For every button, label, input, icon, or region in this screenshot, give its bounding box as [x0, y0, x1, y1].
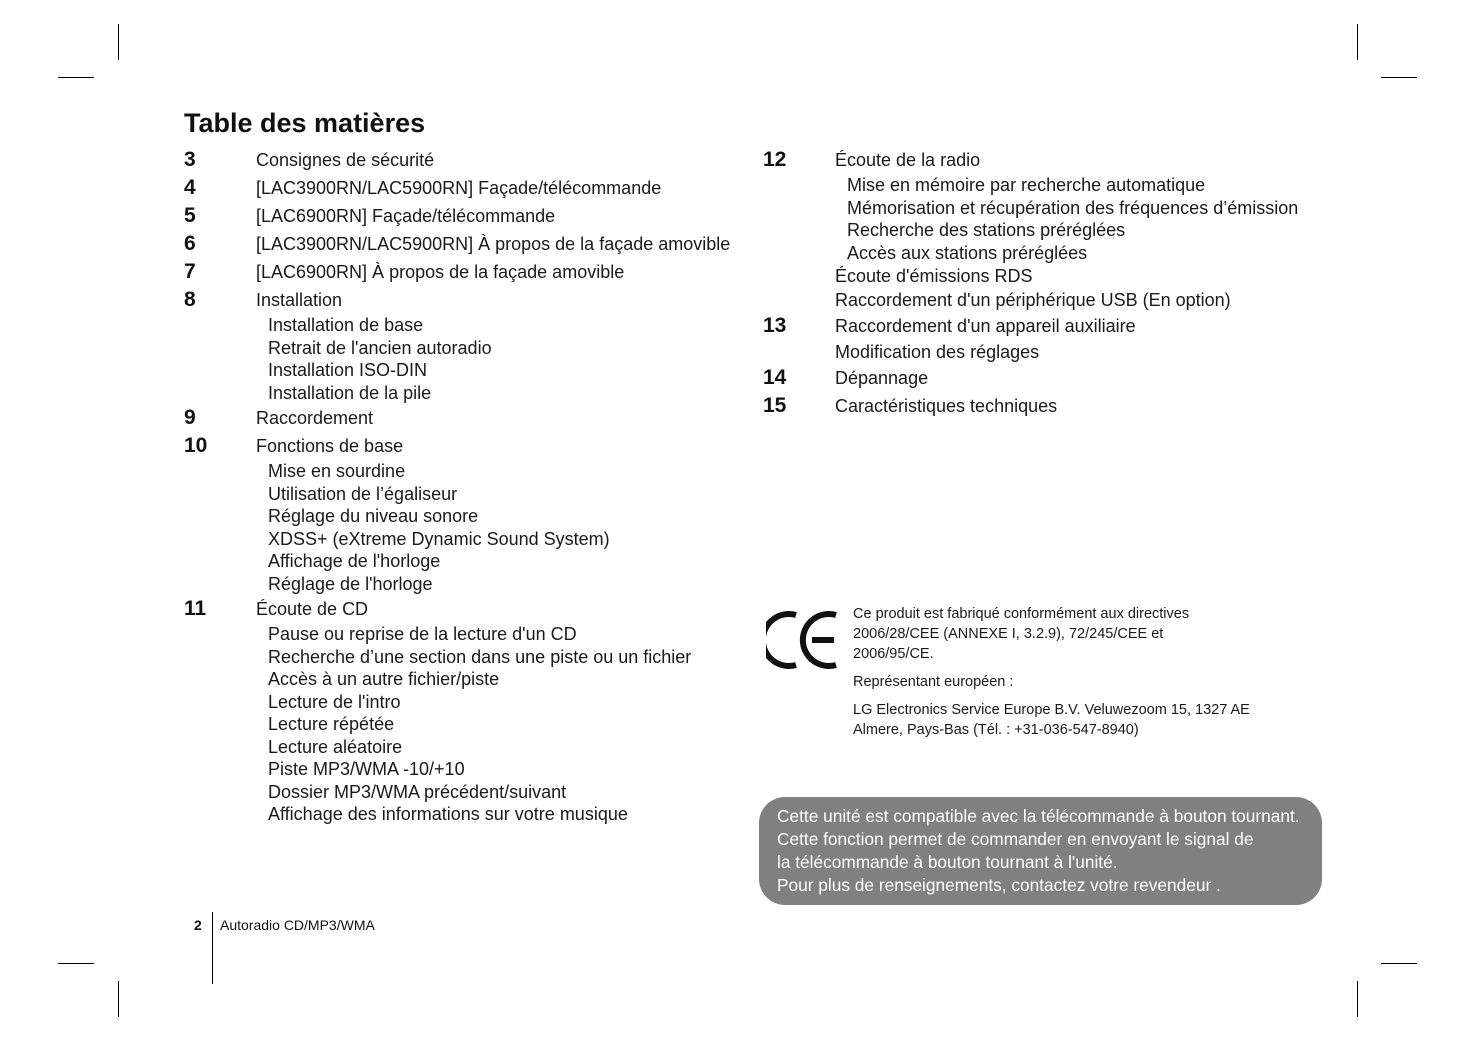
ce-representative-label: Représentant européen :	[853, 674, 1014, 690]
toc-section-title: Écoute de la radio	[835, 150, 981, 170]
toc-subsection: Accès aux stations préréglées	[847, 242, 1088, 263]
toc-page-number: 4	[184, 176, 196, 199]
ce-directive-text: Ce produit est fabriqué conformément aux directives 2006/28/CEE (ANNEXE I, 3.2.9), 72/245/CEE et 2006/95/CE.	[853, 606, 1190, 662]
toc-entry	[184, 202, 744, 230]
toc-entry	[184, 230, 744, 258]
crop-mark	[1381, 77, 1417, 78]
toc-section-title: Écoute de CD	[256, 599, 369, 619]
toc-subsection: Recherche des stations préréglées	[847, 220, 1126, 240]
toc-subsection: Affichage des informations sur votre musique	[268, 804, 628, 824]
crop-mark	[1357, 981, 1358, 1017]
toc-entry	[184, 146, 744, 174]
toc-section-title: Raccordement	[256, 408, 374, 428]
toc-page-number: 10	[184, 434, 208, 457]
notice-line: Pour plus de renseignements, contactez votre revendeur .	[777, 875, 1221, 895]
toc-entry	[763, 312, 1363, 364]
toc-subsection: Lecture répétée	[268, 714, 395, 734]
toc-subsection: Mémorisation et récupération des fréquences d’émission	[847, 197, 1299, 218]
toc-subsection: Retrait de l'ancien autoradio	[268, 337, 492, 358]
toc-page-number: 15	[763, 394, 787, 417]
toc-entry	[184, 258, 744, 286]
page-title: Table des matières	[184, 108, 426, 138]
toc-entry	[763, 364, 1363, 392]
toc-subsection: Pause ou reprise de la lecture d'un CD	[268, 624, 577, 644]
crop-mark	[118, 981, 119, 1017]
toc-subsection: Lecture de l'intro	[268, 691, 401, 712]
toc-section-title: [LAC6900RN] À propos de la façade amovible	[256, 262, 625, 282]
toc-entry	[184, 595, 744, 826]
notice-line: Cette fonction permet de commander en envoyant le signal de	[777, 829, 1254, 849]
toc-subsection: Mise en mémoire par recherche automatique	[847, 175, 1206, 195]
toc-section-title: Consignes de sécurité	[256, 150, 435, 170]
toc-page-number: 6	[184, 232, 196, 255]
toc-entry	[184, 174, 744, 202]
toc-subsection: Mise en sourdine	[268, 461, 406, 481]
crop-mark	[1357, 24, 1358, 60]
toc-entry	[184, 432, 744, 595]
toc-page-number: 14	[763, 366, 787, 389]
toc-section-title: Caractéristiques techniques	[835, 396, 1058, 416]
toc-subsection: Utilisation de l’égaliseur	[268, 483, 458, 504]
ce-representative-address: LG Electronics Service Europe B.V. Veluwezoom 15, 1327 AE Almere, Pays-Bas (Tél. : +31-036-547-8940)	[853, 702, 1250, 738]
toc-page-number: 8	[184, 288, 196, 311]
toc-entry	[763, 146, 1363, 312]
toc-section-title: [LAC6900RN] Façade/télécommande	[256, 206, 556, 226]
footer-label: Autoradio CD/MP3/WMA	[220, 917, 375, 933]
toc-section-title: Raccordement d'un appareil auxiliaire	[835, 316, 1136, 336]
toc-entry	[763, 392, 1363, 420]
footer-divider	[212, 912, 213, 984]
toc-page-number: 13	[763, 314, 787, 337]
toc-page-number: 9	[184, 406, 196, 429]
toc-right-column	[763, 146, 1363, 420]
toc-subsection: Réglage de l'horloge	[268, 573, 433, 594]
ce-mark-logo	[766, 610, 842, 670]
toc-page-number: 12	[763, 148, 787, 171]
toc-page-number: 3	[184, 148, 196, 171]
toc-section-title: Dépannage	[835, 368, 929, 388]
toc-section-title: Écoute d'émissions RDS	[835, 266, 1033, 286]
toc-subsection: Piste MP3/WMA -10/+10	[268, 759, 465, 779]
toc-section-title: Modification des réglages	[835, 342, 1040, 362]
toc-page-number: 5	[184, 204, 196, 227]
toc-page-number: 7	[184, 260, 196, 283]
toc-left-column	[184, 146, 744, 826]
toc-subsection: Affichage de l'horloge	[268, 551, 441, 571]
toc-subsection: Installation ISO-DIN	[268, 360, 428, 380]
toc-subsection: Recherche d’une section dans une piste ou un fichier	[268, 646, 692, 667]
toc-subsection: Lecture aléatoire	[268, 736, 403, 757]
toc-section-title: Fonctions de base	[256, 436, 404, 456]
crop-mark	[58, 963, 94, 964]
ce-conformity-notice	[766, 604, 1326, 748]
toc-page-number: 11	[184, 597, 207, 620]
toc-entry	[184, 286, 744, 404]
notice-line: Cette unité est compatible avec la télécommande à bouton tournant.	[777, 806, 1300, 826]
crop-mark	[58, 77, 94, 78]
toc-subsection: Réglage du niveau sonore	[268, 506, 479, 526]
toc-section-title: [LAC3900RN/LAC5900RN] À propos de la façade amovible	[256, 234, 731, 254]
crop-mark	[118, 24, 119, 60]
toc-section-title: Installation	[256, 290, 343, 310]
toc-subsection: Installation de la pile	[268, 382, 432, 403]
toc-section-title: [LAC3900RN/LAC5900RN] Façade/télécommande	[256, 178, 662, 198]
toc-subsection: Dossier MP3/WMA précédent/suivant	[268, 781, 567, 802]
notice-line: la télécommande à bouton tournant à l'unité.	[777, 852, 1118, 872]
toc-subsection: Installation de base	[268, 315, 424, 335]
remote-control-notice	[759, 797, 1322, 905]
toc-subsection: XDSS+ (eXtreme Dynamic Sound System)	[268, 528, 610, 549]
page-number: 2	[194, 917, 202, 933]
crop-mark	[1381, 963, 1417, 964]
toc-subsection: Accès à un autre fichier/piste	[268, 669, 500, 689]
toc-section-title: Raccordement d'un périphérique USB (En option)	[835, 290, 1231, 310]
toc-entry	[184, 404, 744, 432]
